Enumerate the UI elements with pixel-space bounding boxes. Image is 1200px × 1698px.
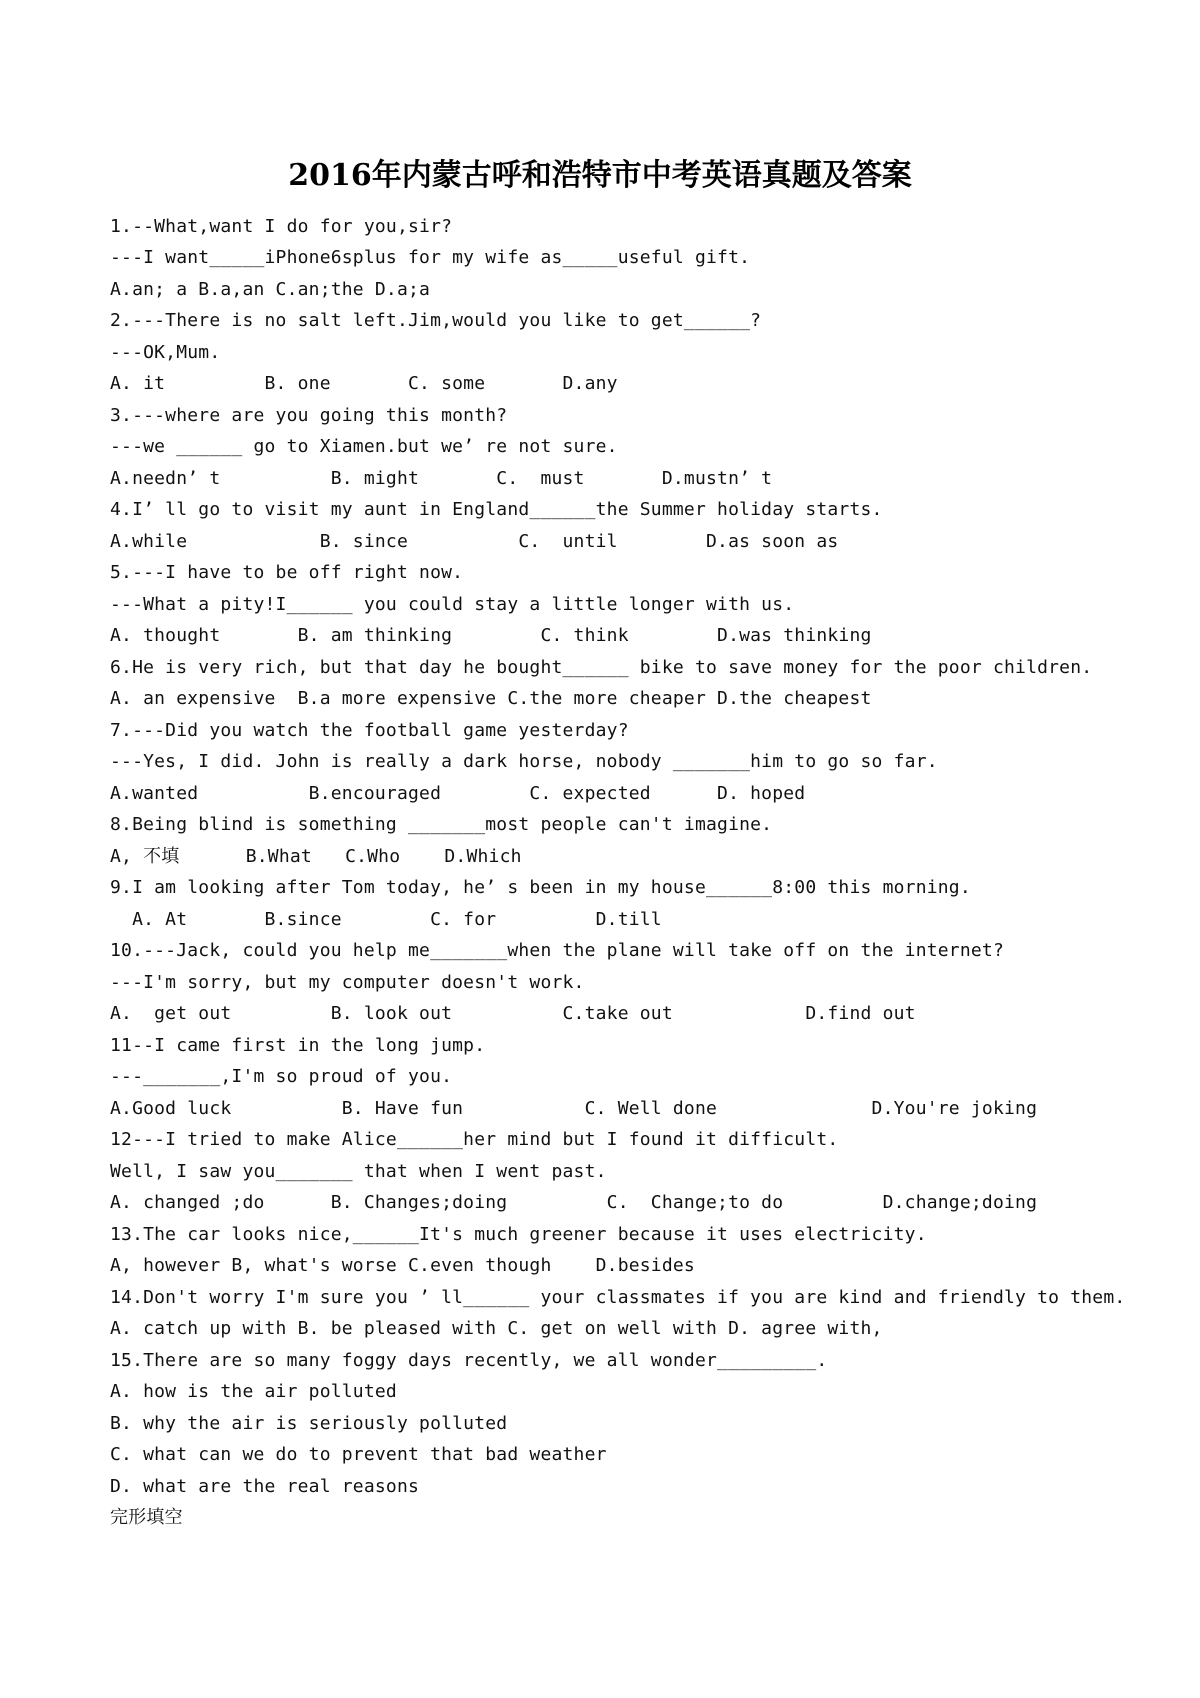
text-line: A.needn’ t B. might C. must D.mustn’ t (110, 468, 773, 489)
text-line: A.wanted B.encouraged C. expected D. hoped (110, 783, 806, 804)
text-line: 12---I tried to make Alice______her mind but I found it difficult. (110, 1129, 839, 1150)
text-line: 14.Don't worry I'm sure you ’ ll______ your classmates if you are kind and friendly to them. (110, 1287, 1126, 1308)
text-line: A. how is the air polluted (110, 1381, 397, 1402)
text-line: 4.I’ ll go to visit my aunt in England______the Summer holiday starts. (110, 499, 883, 520)
text-line: 6.He is very rich, but that day he bought______ bike to save money for the poor children. (110, 657, 1093, 678)
text-line: ---What a pity!I______ you could stay a little longer with us. (110, 594, 795, 615)
text-line: ---Yes, I did. John is really a dark horse, nobody _______him to go so far. (110, 751, 938, 772)
text-line: A. changed ;do B. Changes;doing C. Change;to do D.change;doing (110, 1192, 1038, 1213)
document-title: 2016年内蒙古呼和浩特市中考英语真题及答案 (288, 158, 912, 193)
text-line: 8.Being blind is something _______most people can't imagine. (110, 814, 773, 835)
text-line: ---I'm sorry, but my computer doesn't work. (110, 972, 585, 993)
section-heading: 完形填空 (110, 1507, 183, 1528)
text-line: 7.---Did you watch the football game yesterday? (110, 720, 629, 741)
text-line: B. why the air is seriously polluted (110, 1413, 508, 1434)
text-line: 13.The car looks nice,______It's much greener because it uses electricity. (110, 1224, 927, 1245)
text-line: A. At B.since C. for D.till (110, 909, 662, 930)
text-line: A. an expensive B.a more expensive C.the more cheaper D.the cheapest (110, 688, 872, 709)
text-line: A, 不填 B.What C.Who D.Which (110, 846, 522, 867)
text-line: D. what are the real reasons (110, 1476, 420, 1497)
text-line: A. it B. one C. some D.any (110, 373, 618, 394)
text-line: 9.I am looking after Tom today, he’ s been in my house______8:00 this morning. (110, 877, 971, 898)
text-line: ---we ______ go to Xiamen.but we’ re not sure. (110, 436, 618, 457)
text-line: A, however B, what's worse C.even though D.besides (110, 1255, 695, 1276)
text-line: ---OK,Mum. (110, 342, 221, 363)
text-line: 10.---Jack, could you help me_______when the plane will take off on the internet? (110, 940, 1004, 961)
text-line: 15.There are so many foggy days recently, we all wonder_________. (110, 1350, 828, 1371)
text-line: 5.---I have to be off right now. (110, 562, 464, 583)
text-line: A. get out B. look out C.take out D.find out (110, 1003, 916, 1024)
text-line: ---I want_____iPhone6splus for my wife as_____useful gift. (110, 247, 751, 268)
text-line: A.while B. since C. until D.as soon as (110, 531, 839, 552)
text-line: A.an; a B.a,an C.an;the D.a;a (110, 279, 431, 300)
text-line: Well, I saw you_______ that when I went past. (110, 1161, 607, 1182)
text-line: A. thought B. am thinking C. think D.was thinking (110, 625, 872, 646)
text-line: ---_______,I'm so proud of you. (110, 1066, 453, 1087)
text-line: 11--I came first in the long jump. (110, 1035, 486, 1056)
text-line: 2.---There is no salt left.Jim,would you like to get______? (110, 310, 762, 331)
text-line: 1.--What,want I do for you,sir? (110, 216, 453, 237)
text-line: A.Good luck B. Have fun C. Well done D.You're joking (110, 1098, 1038, 1119)
text-line: 3.---where are you going this month? (110, 405, 508, 426)
text-line: C. what can we do to prevent that bad weather (110, 1444, 607, 1465)
text-line: A. catch up with B. be pleased with C. get on well with D. agree with, (110, 1318, 883, 1339)
